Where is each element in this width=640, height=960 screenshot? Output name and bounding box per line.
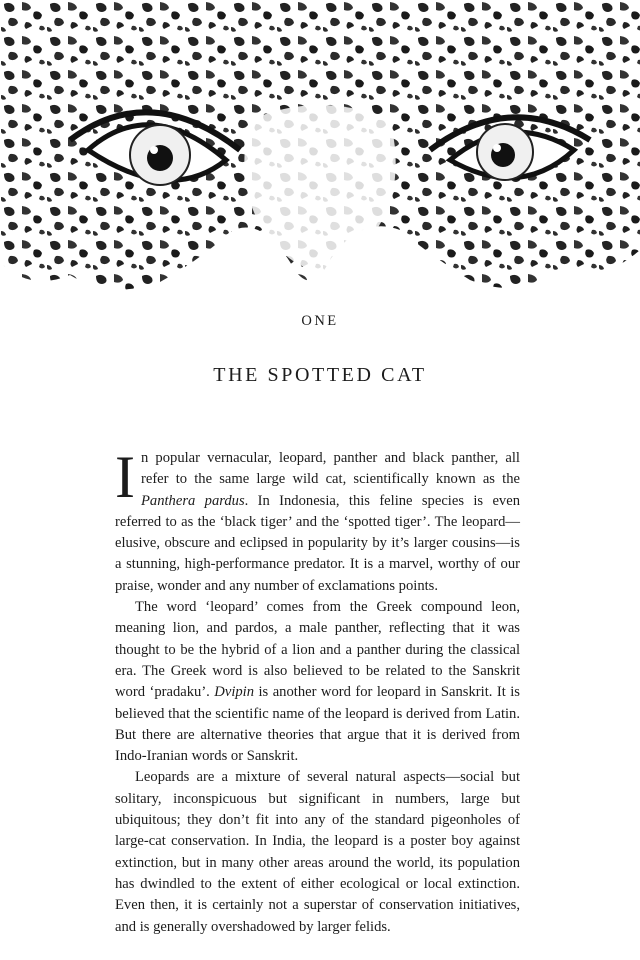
drop-cap: I — [115, 444, 135, 510]
chapter-body — [115, 444, 520, 938]
sanskrit-word: Dvipin — [214, 684, 255, 701]
paragraph-2 — [115, 597, 520, 767]
chapter-title: THE SPOTTED CAT — [213, 364, 427, 386]
paragraph-text: is another word for leopard in Sanskrit. It is believed that the scientific name of the leopard is derived from Latin. But there are alternative theories that argue that it is derived from Indo-Iranian words or Sanskrit. — [115, 684, 520, 765]
paragraph-text: n popular vernacular, leopard, panther and black panther, all refer to the same large wild cat, scientifically known as the — [140, 450, 520, 488]
paragraph-3 — [115, 767, 520, 937]
paragraph-text: Leopards are a mixture of several natural aspects—social but solitary, inconspicuous but significant in numbers, large but ubiquitous; they don’t fit into any of the standard pigeonholes of large-cat conservation. In India, the leopard is a poster boy against extinction, but in many other areas around the world, its population has dwindled to the extent of either ecological or local extinction. Even then, it is certainly not a superstar of conservation initiatives, and is generally overshadowed by larger felids. — [115, 769, 520, 935]
chapter-number: ONE — [301, 313, 339, 329]
paragraph-text: . In Indonesia, this feline species is even referred to as the ‘black tiger’ and the ‘spotted tiger’. The leopard—elusive, obscure and eclipsed in popularity by it’s larger cousins—is a stunning, high-performance predator. It is a marvel, worthy of our praise, wonder and any number of exclamations points. — [115, 492, 520, 594]
species-name: Panthera pardus — [140, 492, 245, 509]
paragraph-text: The word ‘leopard’ comes from the Greek compound leon, meaning lion, and pardos, a male panther, reflecting that it was thought to be the hybrid of a lion and a panther during the classical era. The Greek word is also believed to be related to the Sanskrit word ‘pradaku’. — [115, 599, 520, 701]
leopard-eyes-illustration — [0, 0, 640, 300]
paragraph-1 — [115, 444, 520, 597]
